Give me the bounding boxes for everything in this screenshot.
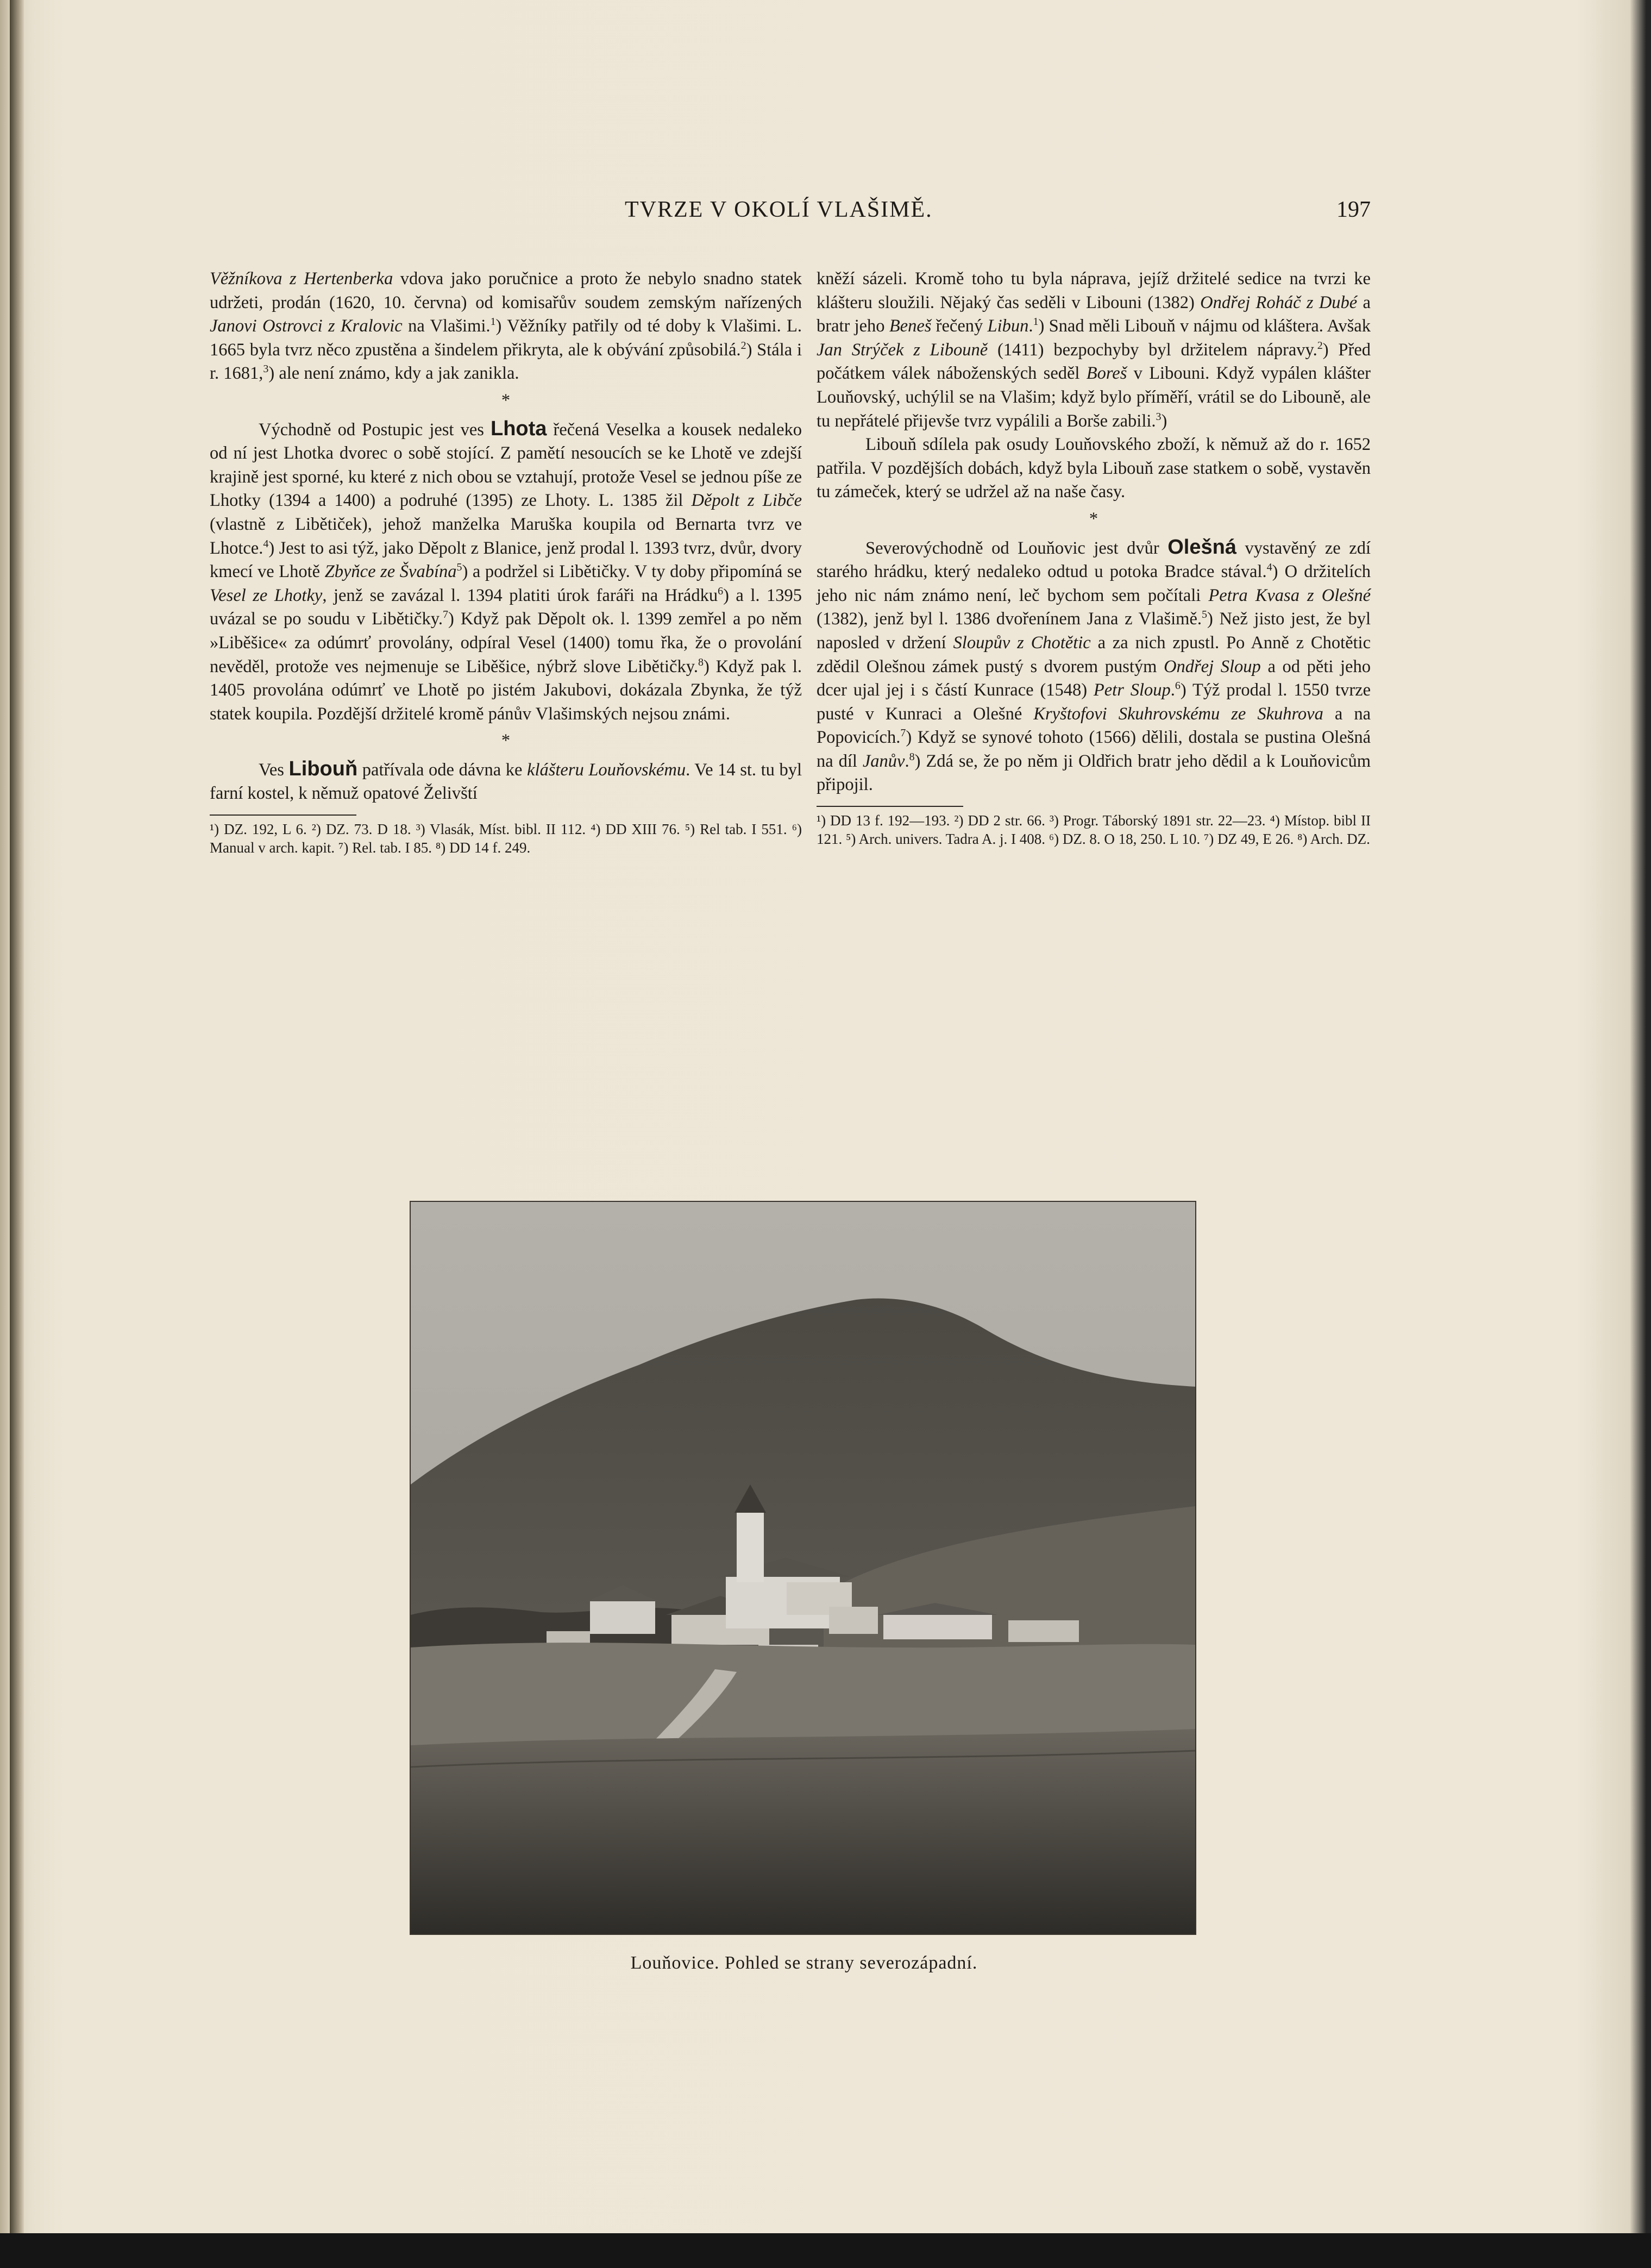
figure-caption: Louňovice. Pohled se strany severozápadní. bbox=[630, 1953, 978, 1973]
church-tower bbox=[737, 1512, 764, 1582]
page-number: 197 bbox=[1336, 197, 1371, 222]
footnotes-left: ¹) DZ. 192, L 6. ²) DZ. 73. D 18. ³) Vlasák, Míst. bibl. II 112. ⁴) DD XIII 76. ⁵) Rel tab. I 551. ⁶) Manual v arch. kapit. ⁷) Rel. tab. I 85. ⁸) DD 14 f. 249. bbox=[210, 821, 802, 856]
photo-illustration bbox=[411, 1202, 1195, 1934]
section-separator: * bbox=[1089, 509, 1098, 529]
paragraph-libouň-start: Ves Libouň patřívala ode dávna ke klášteru Louňovskému. Ve 14 st. tu byl farní kostel, k němuž opatové Želivští bbox=[210, 757, 802, 804]
paragraph-lhota: Východně od Postupic jest ves Lhota řečená Veselka a kousek nedaleko od ní jest Lhotka dvorec o sobě stojící. Z pamětí nesoucích se ke Lhotě ve zdejší krajině jest sporné, ku které z nich obou se vztahují, protože Vesel se jednou píše ze Lhotky (1394 a 1400) a podruhé (1395) ze Lhoty. L. 1385 žil Děpolt z Libče (vlastně z Libětiček), jehož manželka Maruška koupila od Bernarta tvrz ve Lhotce.$^4$) Jest to asi týž, jako Děpolt z Blanice, jenž prodal l. 1393 tvrz, dvůr, dvory kmecí ve Lhotě Zbyňce ze Švabína$^5$) a podržel si Libětičky. V ty doby připomíná se Vesel ze Lhotky, jenž se zavázal l. 1394 platiti úrok faráři na Hrádku$^6$) a l. 1395 uvázal se po soudu v Libětičky.$^7$) Když pak Děpolt ok. l. 1399 zemřel a po něm »Liběšice« za odúmrť provolány, odpíral Vesel (1400) tomu řka, že o provolání nevěděl, protože ves nejmenuje se Liběšice, nýbrž slove Libětičky.$^8$) Když pak l. 1405 provolána odúmrť ve Lhotě po jistém Jakubovi, dokázala Zbynka, že týž statek koupila. Pozdější držitelé kromě pánův Vlašimských nejsou známi. bbox=[210, 417, 802, 724]
paragraph-olesna: Severovýchodně od Louňovic jest dvůr Olešná vystavěný ze zdí starého hrádku, který nedaleko odtud u potoka Bradce stával.$^4$) O držitelích jeho nic nám známo není, leč bychom sem počítali Petra Kvasa z Olešné (1382), jenž byl l. 1386 dvořenínem Jana z Vlašimě.$^5$) Než jisto jest, že byl naposled v držení Sloupův z Chotětic a za nich zpustl. Po Anně z Chotětic zdědil Olešnou zámek pustý s dvorem pustým Ondřej Sloup a od pěti jeho dcer ujal jej i s částí Kunrace (1548) Petr Sloup.$^6$) Týž prodal l. 1550 tvrze pusté v Kunraci a Olešné Kryštofovi Skuhrovskému ze Skuhrova a na Popovicích.$^7$) Když se synové tohoto (1566) dělili, dostala se pustina Olešná na díl Janův.$^8$) Zdá se, že po něm ji Oldřich bratr jeho dědil a k Louňovicům připojil. bbox=[817, 535, 1371, 795]
section-separator: * bbox=[501, 731, 511, 751]
running-header-title: TVRZE V OKOLÍ VLAŠIMĚ. bbox=[625, 197, 933, 222]
footnote-rule bbox=[817, 806, 963, 807]
village-photograph bbox=[410, 1201, 1196, 1935]
footnote-rule bbox=[210, 815, 356, 816]
footnotes-right: ¹) DD 13 f. 192—193. ²) DD 2 str. 66. ³) Progr. Táborský 1891 str. 22—23. ⁴) Místop. bibl II 121. ⁵) Arch. univers. Tadra A. j. I 408. ⁶) DZ. 8. O 18, 250. L 10. ⁷) DZ 49, E 26. ⁸) Arch. DZ. bbox=[817, 812, 1371, 848]
paragraph-libouň-cont: kněží sázeli. Kromě toho tu byla náprava, jejíž držitelé sedice na tvrzi ke klášteru sloužili. Nějaký čas seděli v Libouni (1382) Ondřej Roháč z Dubé a bratr jeho Beneš řečený Libun.$^1$) Snad měli Libouň v nájmu od kláštera. Avšak Jan Strýček z Libouně (1411) bezpochyby byl držitelem nápravy.$^2$) Před počátkem válek náboženských seděl Boreš v Libouni. Když vypálen klášter Louňovský, uchýlil se na Vlašim; když bylo příměří, vrátil se do Libouně, ale tu nepřátelé přijevše tvrz vypálili a Borše zabili.$^3$) bbox=[817, 269, 1371, 431]
section-separator: * bbox=[501, 390, 511, 410]
page-gutter bbox=[10, 0, 24, 2268]
scan-bottom-edge bbox=[0, 2233, 1651, 2268]
right-text-column bbox=[817, 267, 1371, 848]
paragraph-vezniky: Věžníkova z Hertenberka vdova jako poručnice a proto že nebylo snadno statek udržeti, prodán (1620, 10. června) od komisařův soudem zemským nařízených Janovi Ostrovci z Kralovic na Vlašimi.$^1$) Věžníky patřily od té doby k Vlašimi. L. 1665 byla tvrz něco zpustěna a šindelem přikryta, ale k obývání způsobilá.$^2$) Stála i r. 1681,$^3$) ale není známo, kdy a jak zanikla. bbox=[210, 269, 802, 384]
foreground-field bbox=[411, 1729, 1195, 1934]
paragraph-libouň-zamecek: Libouň sdílela pak osudy Louňovského zboží, k němuž až do r. 1652 patřila. V pozdějších dobách, když byla Libouň zase statkem o sobě, vystavěn tu zámeček, který se udržel až na naše časy. bbox=[817, 435, 1371, 502]
left-text-column bbox=[210, 267, 802, 857]
